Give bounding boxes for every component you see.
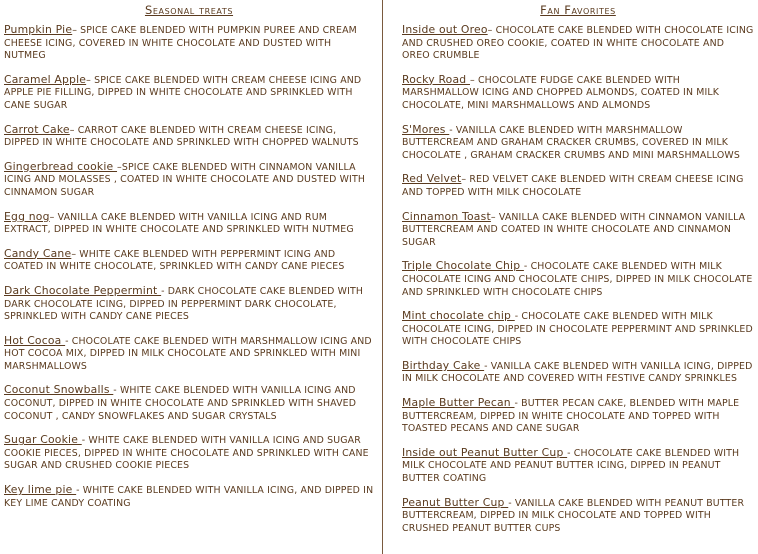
item-description: – CHOCOLATE FUDGE CAKE BLENDED WITH MARSHMALLOW ICING AND CHOPPED ALMONDS, COATED IN MILK CHOCOLATE, MINI MARSHMALLOWS AND ALMONDS [402,74,720,111]
item-name: Mint chocolate chip [402,309,515,323]
item-name: Red Velvet [402,172,462,186]
item-description: - BUTTER PECAN CAKE, BLENDED WITH MAPLE BUTTERCREAM, DIPPED IN WHITE CHOCOLATE AND TOPPED WITH TOASTED PECANS AND CANE SUGAR [402,398,740,435]
seasonal-treats-title: Seasonal treats [144,3,234,17]
item-description: – VANILLA CAKE BLENDED WITH VANILLA ICING AND RUM EXTRACT, DIPPED IN WHITE CHOCOLATE AND SPRINKLED WITH NUTMEG [4,211,354,236]
menu-item [4,285,374,324]
menu-item [4,384,374,423]
item-name: Inside out Oreo [402,23,488,36]
item-description: - CHOCOLATE CAKE BLENDED WITH MARSHMALLOW ICING AND HOT COCOA MIX, DIPPED IN MILK CHOCOLATE AND SPRINKLED WITH MINI MARSHMALLOWS [4,335,372,372]
item-name: Coconut Snowballs [4,383,114,397]
menu-item [402,74,754,113]
item-description: - VANILLA CAKE BLENDED WITH MARSHMALLOW BUTTERCREAM AND GRAHAM CRACKER CRUMBS, COVERED IN MILK CHOCOLATE , GRAHAM CRACKER CRUMBS AND MINI MARSHMALLOWS [402,124,740,161]
menu-item [402,124,754,163]
item-description: - VANILLA CAKE BLENDED WITH VANILLA ICING, DIPPED IN MILK CHOCOLATE AND COVERED WITH FESTIVE CANDY SPRINKLES [402,360,753,385]
menu-item [4,124,374,150]
column-divider [382,0,383,554]
menu-item [402,211,754,250]
menu-item [4,161,374,200]
item-name: Birthday Cake [402,358,485,372]
item-name: Caramel Apple [4,72,87,86]
item-description: – CHOCOLATE CAKE BLENDED WITH CHOCOLATE ICING AND CRUSHED OREO COOKIE, COATED IN WHITE CHOCOLATE AND OREO CRUMBLE [402,25,754,62]
item-description: - CHOCOLATE CAKE BLENDED WITH MILK CHOCOLATE ICING, DIPPED IN CHOCOLATE PEPPERMINT AND SPRINKLED WITH CHOCOLATE CHIPS [402,311,753,348]
item-name: Carrot Cake [4,122,70,136]
item-description: – CARROT CAKE BLENDED WITH CREAM CHEESE ICING, DIPPED IN WHITE CHOCOLATE AND SPRINKLED WITH CHOPPED WALNUTS [4,124,359,149]
menu-item [402,310,754,349]
item-description: – SPICE CAKE BLENDED WITH PUMPKIN PUREE AND CREAM CHEESE ICING, COVERED IN WHITE CHOCOLATE AND DUSTED WITH NUTMEG [4,25,357,62]
item-description: –SPICE CAKE BLENDED WITH CINNAMON VANILLA ICING AND MOLASSES , COATED IN WHITE CHOCOLATE AND DUSTED WITH CINNAMON SUGAR [4,161,366,198]
item-description: - WHITE CAKE BLENDED WITH VANILLA ICING AND COCONUT, DIPPED IN WHITE CHOCOLATE AND SPRINKLED WITH SHAVED COCONUT , CANDY SNOWFLAKES AND SUGAR CRYSTALS [4,385,357,422]
menu-item [4,335,374,374]
item-name: Egg nog [4,209,50,223]
item-name: Pumpkin Pie [4,23,73,36]
item-name: Sugar Cookie [4,433,82,447]
menu-item [402,24,754,63]
item-name: Peanut Butter Cup [402,495,509,509]
item-name: Key lime pie [4,483,77,497]
item-description: – WHITE CAKE BLENDED WITH PEPPERMINT ICING AND COATED IN WHITE CHOCOLATE, SPRINKLED WITH CANDY CANE PIECES [4,248,345,273]
item-name: Rocky Road [402,72,470,86]
item-name: Hot Cocoa [4,333,66,347]
item-name: Maple Butter Pecan [402,396,515,410]
menu-item [4,484,374,510]
item-name: Inside out Peanut Butter Cup [402,445,568,459]
item-description: - WHITE CAKE BLENDED WITH VANILLA ICING AND SUGAR COOKIE PIECES, DIPPED IN WHITE CHOCOLATE AND SPRINKLED WITH CANE SUGAR AND CRUSHED COOKIE PIECES [4,435,369,472]
fan-favorites-title: Fan Favorites [540,3,616,17]
seasonal-treats-column [4,0,374,521]
menu-item [402,447,754,486]
item-name: S'Mores [402,122,450,136]
menu-item [402,173,754,199]
menu-item [4,74,374,113]
item-name: Cinnamon Toast [402,209,491,223]
menu-item [4,248,374,274]
menu-item [402,360,754,386]
menu-item [4,434,374,473]
item-description: - DARK CHOCOLATE CAKE BLENDED WITH DARK CHOCOLATE ICING, DIPPED IN PEPPERMINT DARK CHOCOLATE, SPRINKLED WITH CANDY CANE PIECES [4,285,364,323]
menu-item [4,211,374,237]
item-description: - CHOCOLATE CAKE BLENDED WITH MILK CHOCOLATE AND PEANUT BUTTER ICING, DIPPED IN PEANUT BUTTER COATING [402,447,740,485]
item-description: - CHOCOLATE CAKE BLENDED WITH MILK CHOCOLATE ICING AND CHOCOLATE CHIPS, DIPPED IN MILK CHOCOLATE AND SPRINKLED WITH CHOCOLATE CHIPS [402,261,753,298]
item-description: – VANILLA CAKE BLENDED WITH CINNAMON VANILLA BUTTERCREAM AND COATED IN WHITE CHOCOLATE AND CINNAMON SUGAR [402,211,746,248]
item-name: Candy Cane [4,246,72,260]
item-name: Triple Chocolate Chip [402,259,524,273]
item-name: Gingerbread cookie [4,159,118,173]
menu-item [4,24,374,63]
item-description: – SPICE CAKE BLENDED WITH CREAM CHEESE ICING AND APPLE PIE FILLING, DIPPED IN WHITE CHOCOLATE AND SPRINKLED WITH CANE SUGAR [4,74,362,111]
item-description: – RED VELVET CAKE BLENDED WITH CREAM CHEESE ICING AND TOPPED WITH MILK CHOCOLATE [402,174,744,198]
fan-favorites-column [402,0,754,546]
menu-item [402,260,754,299]
item-description: - WHITE CAKE BLENDED WITH VANILLA ICING, AND DIPPED IN KEY LIME CANDY COATING [4,485,374,509]
menu-item [402,497,754,536]
item-description: - VANILLA CAKE BLENDED WITH PEANUT BUTTER BUTTERCREAM, DIPPED IN MILK CHOCOLATE AND TOPPED WITH CRUSHED PEANUT BUTTER CUPS [402,497,745,534]
item-name: Dark Chocolate Peppermint [4,283,162,297]
menu-item [402,397,754,436]
